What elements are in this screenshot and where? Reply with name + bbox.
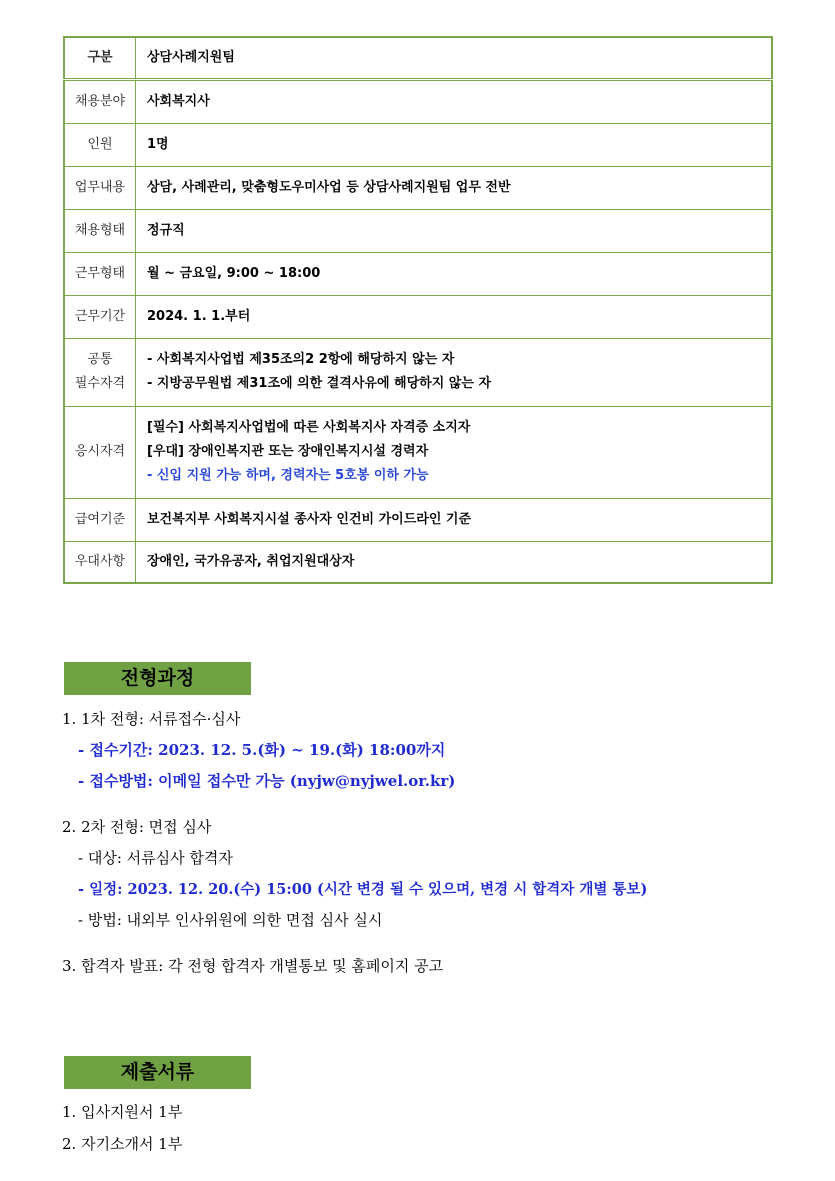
process-step-2-method: - 방법: 내외부 인사위원에 의한 면접 심사 실시 xyxy=(78,911,383,929)
table-row xyxy=(64,252,772,295)
table-row-common xyxy=(64,338,772,406)
recruitment-info-table xyxy=(63,36,773,584)
process-step-2-target: - 대상: 서류심사 합격자 xyxy=(78,849,233,867)
team-name: 상담사례지원팀 xyxy=(147,49,235,65)
value-line: - 사회복지사업법 제35조의2 2항에 해당하지 않는 자 xyxy=(147,352,455,367)
row-label: 업무내용 xyxy=(64,166,136,209)
row-value: 월 ~ 금요일, 9:00 ~ 18:00 xyxy=(136,252,773,295)
value-line-note: - 신입 지원 가능 하며, 경력자는 5호봉 이하 가능 xyxy=(147,468,429,483)
row-label: 응시자격 xyxy=(64,406,136,498)
row-label: 급여기준 xyxy=(64,498,136,541)
process-step-1-method: - 접수방법: 이메일 접수만 가능 (nyjw@nyjwel.or.kr) xyxy=(78,772,456,790)
row-value: 보건복지부 사회복지시설 종사자 인건비 가이드라인 기준 xyxy=(136,498,773,541)
row-value xyxy=(136,338,773,406)
table-row xyxy=(64,209,772,252)
table-header-row xyxy=(64,37,772,79)
document-item-2: 2. 자기소개서 1부 xyxy=(62,1135,183,1153)
table-row-qualification xyxy=(64,406,772,498)
process-step-2-date: - 일정: 2023. 12. 20.(수) 15:00 (시간 변경 될 수 있으며, 변경 시 합격자 개별 통보) xyxy=(78,881,648,898)
label-line: 공통 xyxy=(87,352,113,367)
table-row xyxy=(64,79,772,123)
row-value: 1명 xyxy=(136,123,773,166)
row-label: 근무형태 xyxy=(64,252,136,295)
row-value: 장애인, 국가유공자, 취업지원대상자 xyxy=(136,541,773,583)
row-label: 구분 xyxy=(64,37,136,79)
table-row xyxy=(64,498,772,541)
process-section-title: 전형과정 xyxy=(64,662,251,695)
label-line: 필수자격 xyxy=(74,376,126,391)
table-row xyxy=(64,166,772,209)
process-step-3: 3. 합격자 발표: 각 전형 합격자 개별통보 및 홈페이지 공고 xyxy=(62,957,444,975)
row-label: 근무기간 xyxy=(64,295,136,338)
row-value: 상담, 사례관리, 맞춤형도우미사업 등 상담사례지원팀 업무 전반 xyxy=(136,166,773,209)
value-line: - 지방공무원법 제31조에 의한 결격사유에 해당하지 않는 자 xyxy=(147,376,492,391)
value-line: [필수] 사회복지사업법에 따른 사회복지사 자격증 소지자 xyxy=(147,420,471,435)
row-label: 채용분야 xyxy=(64,79,136,123)
process-step-2: 2. 2차 전형: 면접 심사 xyxy=(62,818,212,836)
documents-section-title: 제출서류 xyxy=(64,1056,251,1089)
row-label xyxy=(64,338,136,406)
value-line: [우대] 장애인복지관 또는 장애인복지시설 경력자 xyxy=(147,444,429,459)
table-row xyxy=(64,541,772,583)
process-step-1-period: - 접수기간: 2023. 12. 5.(화) ~ 19.(화) 18:00까지 xyxy=(78,741,446,759)
row-value: 정규직 xyxy=(136,209,773,252)
table-row xyxy=(64,123,772,166)
row-label: 우대사항 xyxy=(64,541,136,583)
table-row xyxy=(64,295,772,338)
row-value: 2024. 1. 1.부터 xyxy=(136,295,773,338)
document-item-1: 1. 입사지원서 1부 xyxy=(62,1103,183,1121)
row-value: 사회복지사 xyxy=(136,79,773,123)
row-label: 채용형태 xyxy=(64,209,136,252)
row-label: 인원 xyxy=(64,123,136,166)
row-value xyxy=(136,406,773,498)
process-step-1: 1. 1차 전형: 서류접수·심사 xyxy=(62,710,241,728)
